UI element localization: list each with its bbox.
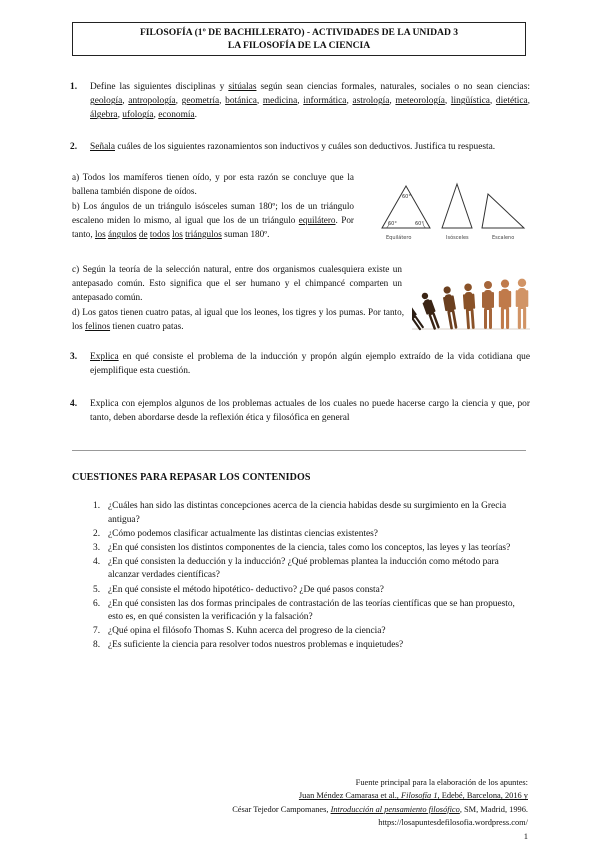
list-item: 5. ¿En qué consiste el método hipotético- deductivo? ¿De qué pasos consta? — [93, 584, 384, 595]
footer-url[interactable]: https://losapuntesdefilosofia.wordpress.com/ — [378, 818, 528, 828]
activity-number: 3. — [70, 352, 78, 362]
discipline: economía — [158, 110, 195, 121]
discipline: informática — [303, 96, 347, 107]
footer-source-2: César Tejedor Campomanes, Introducción al pensamiento filosófico, SM, Madrid, 1996. — [232, 804, 528, 814]
triangle-label-scalene: Escaleno — [492, 235, 515, 241]
list-item: 3. ¿En qué consisten los distintos componentes de la ciencia, tales como los conceptos, las leyes y las teorías? — [93, 542, 511, 553]
discipline: botánica — [225, 96, 257, 107]
discipline: álgebra — [90, 110, 118, 121]
isosceles-triangle — [442, 184, 472, 228]
discipline: ufología — [122, 110, 154, 121]
footer-sources-heading: Fuente principal para la elaboración de los apuntes: — [355, 778, 528, 787]
list-item: 2. ¿Cómo podemos clasificar actualmente las distintas ciencias existentes? — [93, 528, 378, 539]
reasoning-d: d) Los gatos tienen cuatro patas, al igual que los leones, los tigres y los pumas. Por tanto, los felinos tienen cuatro patas. — [72, 307, 404, 331]
document-subtitle: LA FILOSOFÍA DE LA CIENCIA — [227, 40, 371, 51]
discipline: astrología — [352, 96, 390, 107]
triangle-label-equilateral: Equilátero — [386, 235, 412, 241]
discipline: geometría — [181, 96, 220, 107]
activity-4: 4. Explica con ejemplos algunos de los problemas actuales de los cuales no puede hacerse cargo la ciencia y que, por tanto, deben abordarse desde la reflexión ética y filosófica en general — [70, 399, 530, 424]
discipline: meteorología — [395, 96, 445, 107]
discipline: dietética — [495, 96, 528, 107]
review-section-title: CUESTIONES PARA REPASAR LOS CONTENIDOS — [72, 472, 311, 483]
footer-source-1: Juan Méndez Camarasa et al., Filosofía 1, Edebé, Barcelona, 2016 y — [298, 791, 528, 801]
list-item: 8. ¿Es suficiente la ciencia para resolver todos nuestros problemas e inquietudes? — [93, 640, 404, 651]
human-evolution-illustration — [412, 263, 530, 335]
sources-footer — [232, 776, 528, 830]
discipline: lingüística — [450, 96, 490, 107]
activity-number: 4. — [70, 399, 78, 409]
activity-number: 1. — [70, 82, 78, 92]
list-item: 7. ¿Qué opina el filósofo Thomas S. Kuhn acerca del progreso de la ciencia? — [93, 626, 386, 637]
list-item: 1. ¿Cuáles han sido las distintas concepciones acerca de la ciencia habidas desde su surgimiento en la Grecia antigua? — [93, 501, 507, 525]
discipline: antropología — [128, 96, 176, 107]
list-item: 6. ¿En qué consisten las dos formas principales de contrastación de las teorías científicas que se han propuesto, esto es, en qué consisten la verificación y la falsación? — [93, 598, 515, 623]
discipline: medicina — [262, 96, 298, 107]
activity-1: 1. Define las siguientes disciplinas y sitúalas según sean ciencias formales, naturales, sociales o no sean ciencias: geología, antropología, geometría, botánica, medicina, informática, astrología, meteorología, lingüística, dietética, álgebra, ufología, economía. — [70, 82, 531, 121]
list-item: 4. ¿En qué consisten la deducción y la inducción? ¿Qué problemas plantea la inducción como método para alcanzar verdades científicas? — [93, 556, 499, 581]
document-title-box — [72, 22, 526, 56]
angle-label: 60° — [388, 221, 397, 227]
activity-number: 2. — [70, 142, 78, 152]
document-title: FILOSOFÍA (1º DE BACHILLERATO) - ACTIVIDADES DE LA UNIDAD 3 — [139, 27, 459, 38]
page-number: 1 — [523, 831, 528, 841]
activity-2: 2. Señala cuáles de los siguientes razonamientos son inductivos y cuáles son deductivos. Justifica tu respuesta. — [90, 140, 530, 154]
angle-label: 60° — [415, 221, 424, 227]
reasoning-c: c) Según la teoría de la selección natural, entre dos organismos cualesquiera existe un antepasado común. Esto significa que el ser humano y el chimpancé comparten un antepasado común. — [72, 264, 402, 302]
activity-3: 3. Explica en qué consiste el problema de la inducción y propón algún ejemplo extraído de la vida cotidiana que ejemplifique esta cuestión. — [70, 352, 530, 377]
scalene-triangle — [482, 194, 524, 228]
reasoning-b: b) Los ángulos de un triángulo isósceles suman 180º; los de un triángulo escaleno miden lo mismo, al igual que los de un triángulo equilátero. Por tanto, los ángulos de todos los triángulos suman 180º. — [72, 201, 354, 239]
reasoning-a: a) Todos los mamíferos tienen oído, y por esta razón se concluye que la ballena también dispone de oídos. — [72, 172, 354, 196]
triangle-label-isosceles: Isósceles — [446, 235, 469, 241]
discipline: geología — [90, 96, 123, 107]
triangles-illustration — [378, 176, 528, 244]
section-divider — [72, 450, 526, 451]
review-questions-list — [93, 500, 529, 654]
angle-label: 60° — [402, 194, 411, 200]
